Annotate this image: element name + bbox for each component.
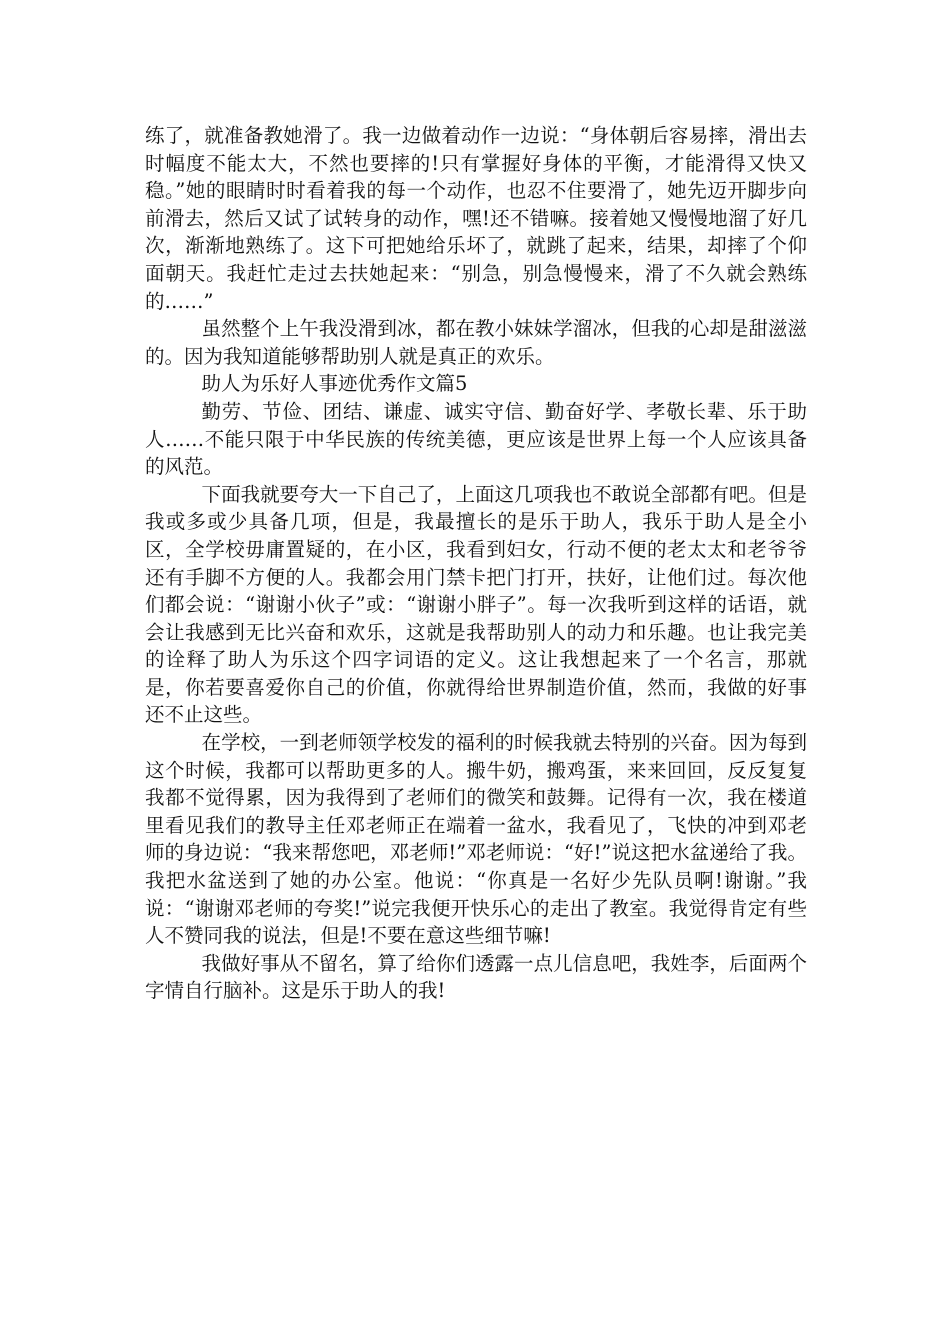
paragraph-helping-neighbors: 下面我就要夸大一下自己了，上面这几项我也不敢说全部都有吧。但是我或多或少具备几项，但是，我最擅长的是乐于助人，我乐于助人是全小区，全学校毋庸置疑的，在小区，我看到妇女，行动不便的老太太和老爷爷还有手脚不方便的人。我都会用门禁卡把门打开，扶好，让他们过。每次他们都会说：“谢谢小伙子”或：“谢谢小胖子”。每一次我听到这样的话语，就会让我感到无比兴奋和欢乐，这就是我帮助别人的动力和乐趣。也让我完美的诠释了助人为乐这个四字词语的定义。这让我想起来了一个名言，那就是，你若要喜爱你自己的价值，你就得给世界制造价值，然而，我做的好事还不止这些。 [145, 482, 807, 727]
essay-body [145, 122, 807, 1005]
paragraph-skating-lesson: 练了，就准备教她滑了。我一边做着动作一边说：“身体朝后容易摔，滑出去时幅度不能太大，不然也要摔的!只有掌握好身体的平衡，才能滑得又快又稳。”她的眼睛时时看着我的每一个动作，也忍不住要滑了，她先迈开脚步向前滑去，然后又试了试转身的动作，嘿!还不错嘛。接着她又慢慢地溜了好几次，渐渐地熟练了。这下可把她给乐坏了，就跳了起来，结果，却摔了个仰面朝天。我赶忙走过去扶她起来：“别急，别急慢慢来，滑了不久就会熟练的……” [145, 124, 807, 313]
paragraph-helping-teachers: 在学校，一到老师领学校发的福利的时候我就去特别的兴奋。因为每到这个时候，我都可以帮助更多的人。搬牛奶，搬鸡蛋，来来回回，反反复复我都不觉得累，因为我得到了老师们的微笑和鼓舞。记得有一次，我在楼道里看见我们的教导主任邓老师正在端着一盆水，我看见了，飞快的冲到邓老师的身边说：“我来帮您吧，邓老师!”邓老师说：“好!”说这把水盆递给了我。我把水盆送到了她的办公室。他说：“你真是一名好少先队员啊!谢谢。”我说：“谢谢邓老师的夸奖!”说完我便开快乐心的走出了教室。我觉得肯定有些人不赞同我的说法，但是!不要在意这些细节嘛! [145, 731, 807, 948]
paragraph-virtues: 勤劳、节俭、团结、谦虚、诚实守信、勤奋好学、孝敬长辈、乐于助人……不能只限于中华民族的传统美德，更应该是世界上每一个人应该具备的风范。 [145, 399, 807, 479]
paragraph-conclusion: 我做好事从不留名，算了给你们透露一点儿信息吧，我姓李，后面两个字情自行脑补。这是乐于助人的我! [145, 951, 807, 1003]
essay-heading: 助人为乐好人事迹优秀作文篇5 [201, 372, 468, 396]
paragraph-sweet-heart: 虽然整个上午我没滑到冰，都在教小妹妹学溜冰，但我的心却是甜滋滋的。因为我知道能够帮助别人就是真正的欢乐。 [145, 317, 807, 368]
